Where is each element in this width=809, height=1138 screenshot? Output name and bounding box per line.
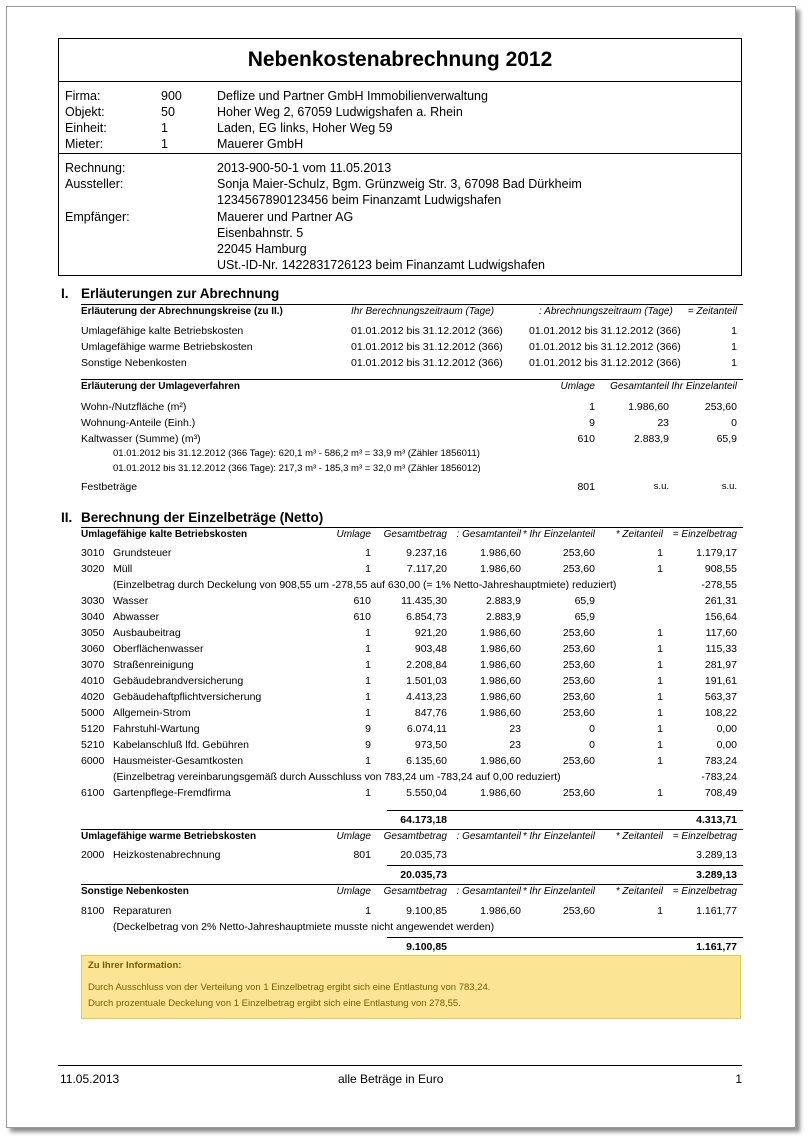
sonst-header-row <box>81 884 743 897</box>
verfahren-umlage: 610 <box>577 433 595 445</box>
kalt-header-label: Umlagefähige kalte Betriebskosten <box>81 529 248 540</box>
section-1-heading <box>61 286 279 301</box>
line-name: Gartenpflege-Fremdfirma <box>113 787 231 799</box>
einheit-label: Einheit: <box>65 121 107 135</box>
line-gesamtanteil: 1.986,60 <box>480 691 521 703</box>
verfahren-name: Kaltwasser (Summe) (m³) <box>81 433 201 445</box>
line-umlage: 801 <box>353 849 371 861</box>
line-name: Kabelanschluß lfd. Gebühren <box>113 739 250 751</box>
kreise-header-col3: = Zeitanteil <box>687 306 737 317</box>
line-einzelbetrag: 156,64 <box>704 611 737 623</box>
line-name: Gebäudebrandversicherung <box>113 675 244 687</box>
line-gesamtbetrag: 921,20 <box>414 627 447 639</box>
line-gesamtbetrag: 2.208,84 <box>406 659 447 671</box>
line-einzelanteil: 253,60 <box>562 627 595 639</box>
line-gesamtanteil: 1.986,60 <box>480 659 521 671</box>
document-title: Nebenkostenabrechnung 2012 <box>59 39 741 82</box>
col-gesamtanteil: : Gesamtanteil <box>456 831 521 842</box>
rechnung-label: Rechnung: <box>65 161 126 175</box>
line-einzelanteil: 253,60 <box>562 547 595 559</box>
line-gesamtbetrag: 11.435,30 <box>401 595 447 607</box>
line-einzelbetrag: 3.289,13 <box>696 849 737 861</box>
verfahren-ein: 0 <box>731 417 737 429</box>
section-1-title: Erläuterungen zur Abrechnung <box>81 286 280 301</box>
line-zeitanteil: 1 <box>657 787 663 799</box>
document-page: Nebenkostenabrechnung 2012 Firma: 900 Deflize und Partner GmbH Immobilienverwaltung Objekt: 50 Hoher Weg 2, 67059 Ludwigshafen a. Rhein Einheit: 1 Laden, EG links, Hoher Weg 59 Mieter: 1 Mauerer GmbH Rechnung: 2013-900-50-1 vom 11.05.2013 Aussteller: Sonja Maier-Schulz, Bgm. Grünzweig Str. 3, 67098 Bad Dürkheim 1234567890123456 beim Finanzamt Ludwigshafen Empfänger: Mauerer und Partner AG Eisenbahnstr. 5 22045 Hamburg USt.-ID-Nr. 1422831726123 beim Finanzamt Ludwigshafen I. Erläuterungen zur Abrechnung Erläuterung der Abrechnungskreise (zu II.) Ihr Berechnungszeitraum (Tage) : Abrechnungszeitraum (Tage) = Zeitanteil Umlagefähige kalte Betriebskosten 01.01.2012 bis 31.12.2012 (366) 01.01.2012 bis 31.12.2012 (366) 1 Umlagefähige warme Betriebskosten 01.01.2012 bis 31.12.2012 (366) 01.01.2012 bis 31.12.2012 (366) 1 Sonstige Nebenkosten 01.01.2012 bis 31.12.2012 (366) 01.01.2012 bis 31.12.2012 (366) 1 Erläuterung der Umlageverfahren Umlage Gesamtanteil Ihr Einzelanteil Wohn-/Nutzfläche (m²) 1 1.986,60 253,60 Wohnung-Anteile (Einh.) 9 23 0 Kaltwasser (Summe) (m³) 610 2.883,9 65,9 01.01.2012 bis 31.12.2012 (366 Tage): 620,1 m³ - 586,2 m³ = 33,9 m³ (Zähler 1856011) 01.01.2012 bis 31.12.2012 (366 Tage): 217,3 m³ - 185,3 m³ = 32,0 m³ (Zähler 1856012) Festbeträge 801 s.u. s.u. II. Berechnung der Einzelbeträge (Netto) Umlagefähige kalte Betriebskosten Umlage Gesamtbetrag : Gesamtanteil * Ihr Einzelanteil * Zeitanteil = Einzelbetrag 3010 Grundsteuer 1 9.237,16 1.986,60 253,60 1 1.179,17 3020 Müll 1 7.117,20 1.986,60 253,60 1 908,55 (Einzelbetrag durch Deckelung von 908,55 um -278,55 auf 630,00 (= 1% Netto-Jahreshauptmiete) reduziert) -278,55 3030 Wasser 610 11.435,30 2.883,9 65,9 261,31 3040 Abwasser 610 6.854,73 2.883,9 65,9 156,64 3050 Ausbaubeitrag 1 921,20 1.986,60 253,60 1 117,60 3060 Oberflächenwasser 1 903,48 1.986,60 253,60 1 115,33 3070 Straßenreinigung 1 2.208,84 1.986,60 253,60 1 281,97 4010 Gebäudebrandversicherung 1 1.501,03 1.986,60 253,60 1 191,61 4020 Gebäudehaftpflichtversicherung 1 4.413,23 1.986,60 253,60 1 563,37 5000 Allgemein-Strom 1 847,76 1.986,60 253,60 1 108,22 5120 Fahrstuhl-Wartung 9 6.074,11 23 0 1 0,00 5210 Kabelanschluß lfd. Gebühren 9 973,50 23 0 1 0,00 6000 Hausmeister-Gesamtkosten 1 6.135,60 1.986,60 253,60 1 783,24 (Einzelbetrag vereinbarungsgemäß durch Ausschluss von 783,24 um -783,24 auf 0,00 reduziert) -783,24 6100 Gartenpflege-Fremdfirma 1 5.550,04 1.986,60 253,60 1 708,49 64.173,18 4.313,71 Umlagefähige warme Betriebskosten Umlage Gesamtbetrag : Gesamtanteil * Ihr Einzelanteil * Zeitanteil = Einzelbetrag 2000 Heizkostenabrechnung 801 20.035,73 3.289,13 20.035,73 3.289,13 Sonstige Nebenkosten Umlage Gesamtbetrag : Gesamtanteil * Ihr Einzelanteil * Zeitanteil = Einzelbetrag 8100 Reparaturen 1 9.100,85 1.986,60 253,60 1 1.161,77 (Deckelbetrag von 2% Netto-Jahreshauptmiete musste nicht angewendet werden) 9.100,85 1.161,77 Zu Ihrer Information: Durch Ausschluss von der Verteilung von 1 Einzelbetrag ergibt sich eine Entlastung von 783,24. Durch prozentuale Deckelung von 1 Einzelbetrag ergibt sich eine Entlastung von 278,55. 11.05.2013 alle Beträge in Euro 1 <box>6 6 796 1128</box>
line-zeitanteil: 1 <box>657 643 663 655</box>
line-code: 6000 <box>81 755 105 767</box>
warm-header-label: Umlagefähige warme Betriebskosten <box>81 831 257 842</box>
cap-note: (Einzelbetrag vereinbarungsgemäß durch Ausschluss von 783,24 um -783,24 auf 0,00 reduziert) <box>113 771 561 783</box>
line-name: Grundsteuer <box>113 547 172 559</box>
line-gesamtanteil: 1.986,60 <box>480 563 521 575</box>
col-umlage: Umlage <box>336 529 371 540</box>
kreis-anteil: 1 <box>731 325 737 337</box>
line-code: 3010 <box>81 547 105 559</box>
line-umlage: 1 <box>365 643 371 655</box>
kreis-ihr: 01.01.2012 bis 31.12.2012 (366) <box>351 357 503 369</box>
firma-code: 900 <box>161 89 182 103</box>
verfahren-name: Wohnung-Anteile (Einh.) <box>81 417 196 429</box>
line-zeitanteil: 1 <box>657 739 663 751</box>
verfahren-name: Festbeträge <box>81 481 138 493</box>
line-gesamtbetrag: 1.501,03 <box>406 675 447 687</box>
line-umlage: 1 <box>365 707 371 719</box>
verfahren-header-col1: Umlage <box>560 381 595 392</box>
line-einzelbetrag: 0,00 <box>716 739 737 751</box>
section-2-number: II. <box>61 510 73 525</box>
footer-date: 11.05.2013 <box>60 1072 120 1086</box>
line-einzelanteil: 253,60 <box>562 675 595 687</box>
line-gesamtbetrag: 973,50 <box>414 739 447 751</box>
header-box <box>58 38 742 276</box>
line-name: Wasser <box>113 595 149 607</box>
line-einzelbetrag: -783,24 <box>701 771 737 783</box>
kreis-name: Umlagefähige warme Betriebskosten <box>81 341 253 353</box>
aussteller-label: Aussteller: <box>65 177 124 191</box>
line-gesamtanteil: 2.883,9 <box>485 611 521 623</box>
mieter-value: Mauerer GmbH <box>217 137 304 151</box>
line-einzelbetrag: 563,37 <box>704 691 737 703</box>
footer-page-number: 1 <box>735 1072 742 1086</box>
kalt-header-row <box>81 527 743 540</box>
mieter-code: 1 <box>161 137 168 151</box>
page-footer <box>58 1065 742 1086</box>
col-umlage: Umlage <box>336 886 371 897</box>
line-einzelanteil: 253,60 <box>562 787 595 799</box>
line-gesamtbetrag: 9.237,16 <box>406 547 447 559</box>
col-gesamt: Gesamtbetrag <box>383 529 447 540</box>
verfahren-header-col2: Gesamtanteil <box>610 381 669 392</box>
empfaenger-line: 22045 Hamburg <box>217 242 307 256</box>
kreis-ihr: 01.01.2012 bis 31.12.2012 (366) <box>351 325 503 337</box>
firma-label: Firma: <box>65 89 101 103</box>
verfahren-ein: 253,60 <box>704 401 737 413</box>
kreis-abr: 01.01.2012 bis 31.12.2012 (366) <box>529 325 681 337</box>
cap-note: (Einzelbetrag durch Deckelung von 908,55 um -278,55 auf 630,00 (= 1% Netto-Jahreshauptmiete) reduziert) <box>113 579 617 591</box>
verfahren-umlage: 801 <box>577 481 595 493</box>
section-2-heading <box>61 510 323 525</box>
verfahren-header-row <box>81 379 743 392</box>
line-einzelanteil: 253,60 <box>562 563 595 575</box>
line-zeitanteil: 1 <box>657 723 663 735</box>
col-gesamt: Gesamtbetrag <box>383 886 447 897</box>
verfahren-header-col3: Ihr Einzelanteil <box>671 381 737 392</box>
line-einzelanteil: 253,60 <box>562 691 595 703</box>
kreis-name: Sonstige Nebenkosten <box>81 357 187 369</box>
aussteller-value: Sonja Maier-Schulz, Bgm. Grünzweig Str. 3, 67098 Bad Dürkheim <box>217 177 582 191</box>
line-name: Müll <box>113 563 133 575</box>
line-umlage: 9 <box>365 723 371 735</box>
line-umlage: 9 <box>365 739 371 751</box>
line-zeitanteil: 1 <box>657 547 663 559</box>
aussteller-tax: 1234567890123456 beim Finanzamt Ludwigshafen <box>217 193 502 207</box>
line-einzelbetrag: 1.161,77 <box>696 905 737 917</box>
line-gesamtbetrag: 6.135,60 <box>406 755 447 767</box>
verfahren-header-label: Erläuterung der Umlageverfahren <box>81 381 240 392</box>
line-name: Ausbaubeitrag <box>113 627 181 639</box>
line-gesamtbetrag: 7.117,20 <box>406 563 447 575</box>
line-code: 5000 <box>81 707 105 719</box>
line-einzelbetrag: -278,55 <box>701 579 737 591</box>
line-einzelbetrag: 191,61 <box>704 675 737 687</box>
line-einzelbetrag: 117,60 <box>705 627 737 639</box>
line-einzelanteil: 253,60 <box>562 643 595 655</box>
line-umlage: 1 <box>365 659 371 671</box>
col-einzelbetrag: = Einzelbetrag <box>672 831 737 842</box>
line-code: 3020 <box>81 563 105 575</box>
line-einzelanteil: 253,60 <box>562 755 595 767</box>
line-gesamtbetrag: 847,76 <box>414 707 447 719</box>
line-umlage: 1 <box>365 675 371 687</box>
line-gesamtanteil: 23 <box>509 739 521 751</box>
line-zeitanteil: 1 <box>657 691 663 703</box>
line-einzelanteil: 65,9 <box>574 595 595 607</box>
line-name: Gebäudehaftpflichtversicherung <box>113 691 262 703</box>
col-einzelbetrag: = Einzelbetrag <box>672 886 737 897</box>
warm-total-val: 3.289,13 <box>696 869 737 881</box>
line-code: 3050 <box>81 627 105 639</box>
col-einzelanteil: * Ihr Einzelanteil <box>522 886 595 897</box>
line-umlage: 610 <box>353 595 371 607</box>
line-gesamtbetrag: 5.550,04 <box>406 787 447 799</box>
line-code: 4010 <box>81 675 105 687</box>
line-name: Oberflächenwasser <box>113 643 204 655</box>
verfahren-ges: s.u. <box>653 481 669 492</box>
line-umlage: 1 <box>365 627 371 639</box>
footer-note: alle Beträge in Euro <box>338 1072 444 1086</box>
line-zeitanteil: 1 <box>657 563 663 575</box>
empfaenger-line: Eisenbahnstr. 5 <box>217 226 304 240</box>
line-code: 6100 <box>81 787 105 799</box>
line-zeitanteil: 1 <box>657 659 663 671</box>
kreis-anteil: 1 <box>731 341 737 353</box>
header-divider <box>59 153 741 154</box>
line-name: Reparaturen <box>113 905 172 917</box>
verfahren-umlage: 9 <box>589 417 595 429</box>
line-code: 5120 <box>81 723 105 735</box>
line-einzelanteil: 253,60 <box>562 659 595 671</box>
warm-total-line <box>387 865 743 866</box>
line-einzelbetrag: 1.179,17 <box>696 547 737 559</box>
line-gesamtbetrag: 6.854,73 <box>406 611 447 623</box>
line-umlage: 1 <box>365 563 371 575</box>
section-1-number: I. <box>61 286 69 301</box>
line-umlage: 1 <box>365 755 371 767</box>
line-umlage: 1 <box>365 691 371 703</box>
kreise-header-col1: Ihr Berechnungszeitraum (Tage) <box>351 306 495 317</box>
line-zeitanteil: 1 <box>657 905 663 917</box>
info-line: Durch Ausschluss von der Verteilung von 1 Einzelbetrag ergibt sich eine Entlastung von 783,24. <box>88 982 491 993</box>
line-einzelbetrag: 108,22 <box>704 707 737 719</box>
line-einzelbetrag: 261,31 <box>704 595 737 607</box>
mieter-label: Mieter: <box>65 137 104 151</box>
line-einzelbetrag: 708,49 <box>704 787 737 799</box>
einheit-code: 1 <box>161 121 168 135</box>
line-code: 8100 <box>81 905 105 917</box>
info-line: Durch prozentuale Deckelung von 1 Einzelbetrag ergibt sich eine Entlastung von 278,55. <box>88 998 461 1009</box>
line-gesamtanteil: 1.986,60 <box>480 675 521 687</box>
line-einzelbetrag: 0,00 <box>716 723 737 735</box>
objekt-code: 50 <box>161 105 175 119</box>
line-code: 4020 <box>81 691 105 703</box>
col-zeitanteil: * Zeitanteil <box>615 886 663 897</box>
verfahren-name: Wohn-/Nutzfläche (m²) <box>81 401 187 413</box>
line-umlage: 1 <box>365 547 371 559</box>
sonst-total-line <box>387 937 743 938</box>
line-name: Hausmeister-Gesamtkosten <box>113 755 244 767</box>
info-box <box>81 955 741 1019</box>
line-gesamtanteil: 1.986,60 <box>480 905 521 917</box>
info-title: Zu Ihrer Information: <box>88 960 182 971</box>
line-code: 3040 <box>81 611 105 623</box>
col-einzelbetrag: = Einzelbetrag <box>672 529 737 540</box>
verfahren-ges: 1.986,60 <box>628 401 669 413</box>
verfahren-ges: 2.883,9 <box>633 433 669 445</box>
section-2-title: Berechnung der Einzelbeträge (Netto) <box>81 510 324 525</box>
line-gesamtbetrag: 4.413,23 <box>406 691 447 703</box>
line-gesamtanteil: 1.986,60 <box>480 755 521 767</box>
line-gesamtbetrag: 6.074,11 <box>406 723 447 735</box>
line-zeitanteil: 1 <box>657 627 663 639</box>
line-einzelanteil: 0 <box>589 739 595 751</box>
col-einzelanteil: * Ihr Einzelanteil <box>522 529 595 540</box>
line-einzelanteil: 253,60 <box>562 707 595 719</box>
col-gesamtanteil: : Gesamtanteil <box>456 529 521 540</box>
line-zeitanteil: 1 <box>657 707 663 719</box>
line-code: 2000 <box>81 849 105 861</box>
kreis-abr: 01.01.2012 bis 31.12.2012 (366) <box>529 341 681 353</box>
line-gesamtanteil: 1.986,60 <box>480 707 521 719</box>
col-einzelanteil: * Ihr Einzelanteil <box>522 831 595 842</box>
line-name: Heizkostenabrechnung <box>113 849 221 861</box>
objekt-label: Objekt: <box>65 105 105 119</box>
line-gesamtanteil: 1.986,60 <box>480 787 521 799</box>
einheit-value: Laden, EG links, Hoher Weg 59 <box>217 121 393 135</box>
sonst-header-label: Sonstige Nebenkosten <box>81 886 189 897</box>
empfaenger-line: USt.-ID-Nr. 1422831726123 beim Finanzamt Ludwigshafen <box>217 258 545 272</box>
line-gesamtbetrag: 20.035,73 <box>400 849 447 861</box>
line-einzelbetrag: 908,55 <box>704 563 737 575</box>
line-gesamtbetrag: 9.100,85 <box>406 905 447 917</box>
kreis-name: Umlagefähige kalte Betriebskosten <box>81 325 244 337</box>
verfahren-ein: 65,9 <box>716 433 737 445</box>
kreis-anteil: 1 <box>731 357 737 369</box>
col-gesamt: Gesamtbetrag <box>383 831 447 842</box>
line-gesamtanteil: 23 <box>509 723 521 735</box>
line-gesamtbetrag: 903,48 <box>414 643 447 655</box>
empfaenger-label: Empfänger: <box>65 210 130 224</box>
col-umlage: Umlage <box>336 831 371 842</box>
line-gesamtanteil: 1.986,60 <box>480 643 521 655</box>
verfahren-ges: 23 <box>657 417 669 429</box>
line-name: Fahrstuhl-Wartung <box>113 723 200 735</box>
kreis-abr: 01.01.2012 bis 31.12.2012 (366) <box>529 357 681 369</box>
col-zeitanteil: * Zeitanteil <box>615 831 663 842</box>
line-code: 3060 <box>81 643 105 655</box>
line-code: 5210 <box>81 739 105 751</box>
kreis-ihr: 01.01.2012 bis 31.12.2012 (366) <box>351 341 503 353</box>
col-zeitanteil: * Zeitanteil <box>615 529 663 540</box>
line-name: Allgemein-Strom <box>113 707 191 719</box>
objekt-value: Hoher Weg 2, 67059 Ludwigshafen a. Rhein <box>217 105 463 119</box>
line-einzelbetrag: 115,33 <box>705 643 737 655</box>
line-name: Abwasser <box>113 611 160 623</box>
line-einzelanteil: 65,9 <box>574 611 595 623</box>
line-code: 3030 <box>81 595 105 607</box>
kalt-total-val: 4.313,71 <box>696 814 737 826</box>
col-gesamtanteil: : Gesamtanteil <box>456 886 521 897</box>
kalt-total-line <box>387 810 743 811</box>
kalt-total-gesamt: 64.173,18 <box>400 814 447 826</box>
sonst-total-val: 1.161,77 <box>696 941 737 953</box>
sonst-total-gesamt: 9.100,85 <box>406 941 447 953</box>
line-zeitanteil: 1 <box>657 675 663 687</box>
line-umlage: 1 <box>365 905 371 917</box>
warm-header-row <box>81 829 743 842</box>
line-zeitanteil: 1 <box>657 755 663 767</box>
line-gesamtanteil: 2.883,9 <box>485 595 521 607</box>
empfaenger-line: Mauerer und Partner AG <box>217 210 354 224</box>
verfahren-umlage: 1 <box>589 401 595 413</box>
line-name: Straßenreinigung <box>113 659 194 671</box>
warm-total-gesamt: 20.035,73 <box>400 869 447 881</box>
line-gesamtanteil: 1.986,60 <box>480 627 521 639</box>
kreise-header-col2: : Abrechnungszeitraum (Tage) <box>539 306 673 317</box>
line-einzelbetrag: 281,97 <box>704 659 737 671</box>
kreise-header-label: Erläuterung der Abrechnungskreise (zu II.) <box>81 306 283 317</box>
firma-value: Deflize und Partner GmbH Immobilienverwaltung <box>217 89 488 103</box>
line-code: 3070 <box>81 659 105 671</box>
verfahren-ein: s.u. <box>721 481 737 492</box>
line-einzelanteil: 0 <box>589 723 595 735</box>
line-umlage: 610 <box>353 611 371 623</box>
line-gesamtanteil: 1.986,60 <box>480 547 521 559</box>
line-umlage: 1 <box>365 787 371 799</box>
kreise-header-row <box>81 304 743 317</box>
line-einzelanteil: 253,60 <box>562 905 595 917</box>
line-einzelbetrag: 783,24 <box>704 755 737 767</box>
rechnung-value: 2013-900-50-1 vom 11.05.2013 <box>217 161 392 175</box>
